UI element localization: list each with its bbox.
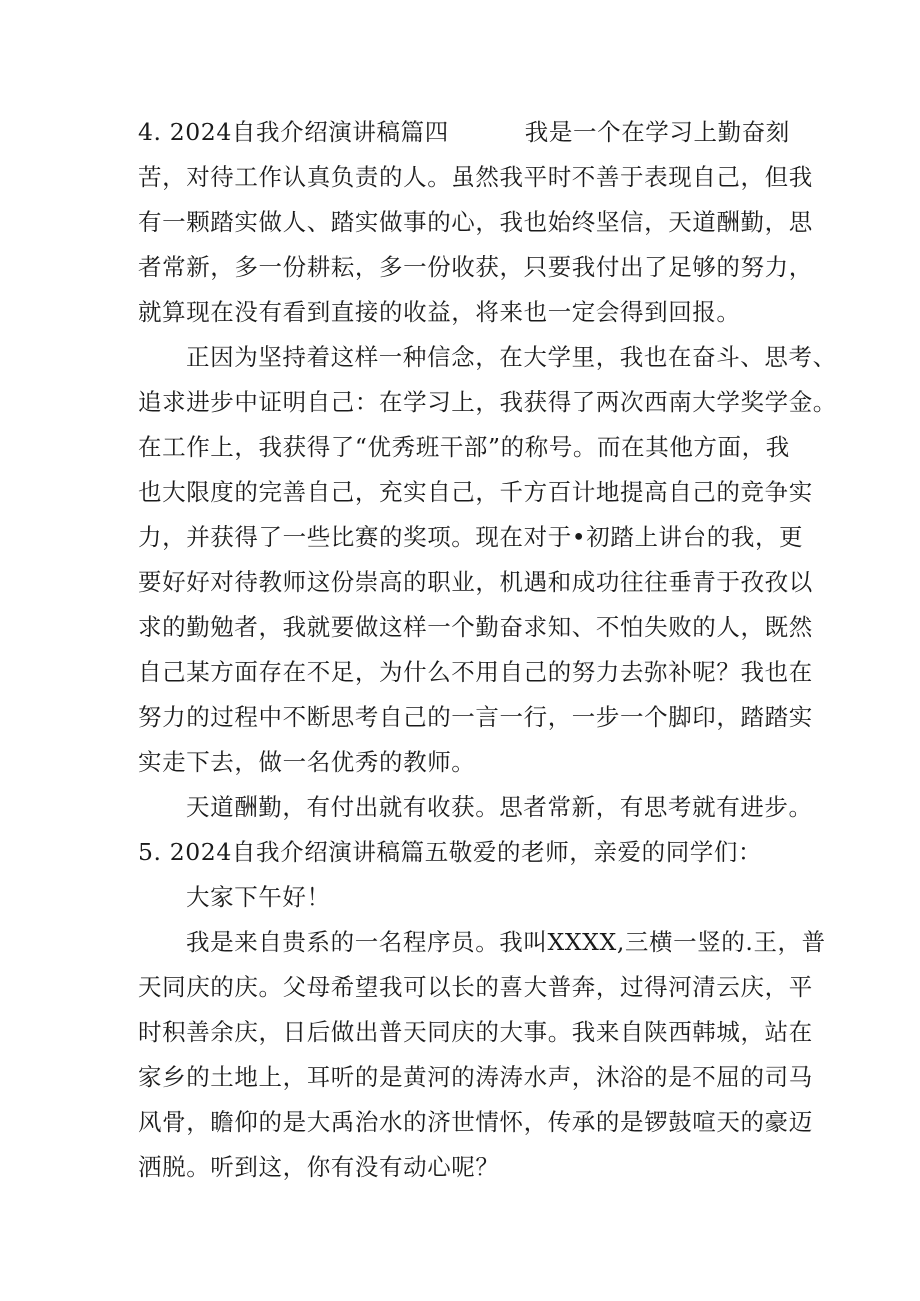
section-4-p1-line: 我是一个在学习上勤奋刻 — [524, 118, 790, 146]
section-4-p1-line: 就算现在没有看到直接的收益，将来也一定会得到回报。 — [138, 298, 741, 326]
section-5-heading: 5. 2024自我介绍演讲稿篇五敬爱的老师，亲爱的同学们： — [138, 838, 763, 866]
section-5-p1-line: 我是来自贵系的一名程序员。我叫XXXX,三横一竖的.王，普 — [186, 928, 826, 956]
section-4-p3-line: 天道酬勤，有付出就有收获。思者常新，有思考就有进步。 — [186, 793, 813, 821]
section-5-p1-line: 时积善余庆，日后做出普天同庆的大事。我来自陕西韩城，站在 — [138, 1018, 813, 1046]
section-4-p2-line: 追求进步中证明自己：在学习上，我获得了两次西南大学奖学金。 — [138, 388, 837, 416]
section-4-p2-line: 要好好对待教师这份崇高的职业，机遇和成功往往垂青于孜孜以 — [138, 568, 813, 596]
section-4-p2-line: 正因为坚持着这样一种信念，在大学里，我也在奋斗、思考、 — [186, 343, 837, 371]
section-5-greeting: 大家下午好！ — [186, 883, 331, 911]
section-4-p2-line: 在工作上，我获得了“优秀班干部”的称号。而在其他方面，我 — [138, 433, 790, 461]
section-4-p2-line: 力，并获得了一些比赛的奖项。现在对于•初踏上讲台的我，更 — [138, 523, 804, 551]
section-4-p1-line: 苦，对待工作认真负责的人。虽然我平时不善于表现自己，但我 — [138, 163, 813, 191]
section-4-p2-line: 努力的过程中不断思考自己的一言一行，一步一个脚印，踏踏实 — [138, 703, 813, 731]
section-4-p2-line: 也大限度的完善自己，充实自己，千方百计地提高自己的竞争实 — [138, 478, 813, 506]
section-4-p2-line: 实走下去，做一名优秀的教师。 — [138, 748, 476, 776]
section-4-p2-line: 求的勤勉者，我就要做这样一个勤奋求知、不怕失败的人，既然 — [138, 613, 813, 641]
section-5-p1-line: 天同庆的庆。父母希望我可以长的喜大普奔，过得河清云庆，平 — [138, 973, 813, 1001]
section-5-p1-line: 风骨，瞻仰的是大禹治水的济世情怀，传承的是锣鼓喧天的豪迈 — [138, 1108, 813, 1136]
section-4-heading: 4. 2024自我介绍演讲稿篇四 — [138, 118, 449, 146]
section-5-p1-line: 洒脱。听到这，你有没有动心呢？ — [138, 1153, 500, 1181]
section-4-p1-line: 有一颗踏实做人、踏实做事的心，我也始终坚信，天道酬勤，思 — [138, 208, 813, 236]
section-4-p2-line: 自己某方面存在不足，为什么不用自己的努力去弥补呢？我也在 — [138, 658, 813, 686]
section-4-first-line — [138, 117, 790, 147]
section-5-p1-line: 家乡的土地上，耳听的是黄河的涛涛水声，沐浴的是不屈的司马 — [138, 1063, 813, 1091]
section-4-p1-line: 者常新，多一份耕耘，多一份收获，只要我付出了足够的努力， — [138, 253, 813, 281]
